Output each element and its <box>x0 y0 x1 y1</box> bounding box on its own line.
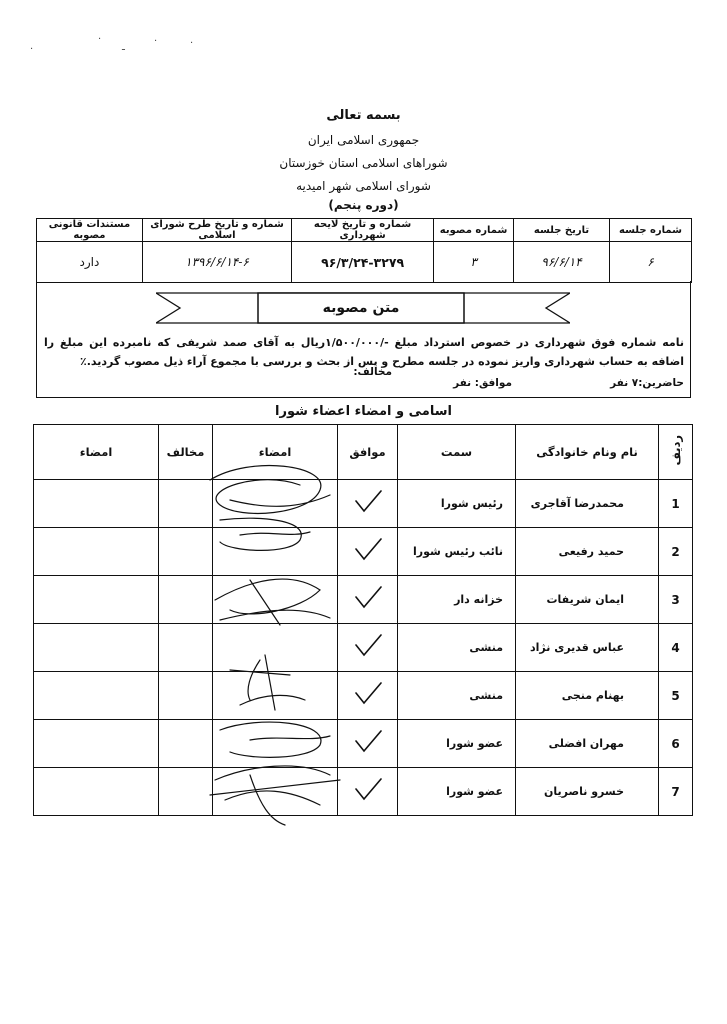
scan-mark: ـ <box>122 42 125 53</box>
member-name: مهران افضلی <box>516 720 659 768</box>
name-header: نام ونام خانوادگی <box>516 425 659 480</box>
member-row-number: 3 <box>659 576 693 624</box>
member-row-number: 4 <box>659 624 693 672</box>
scan-mark: · <box>30 44 34 55</box>
member-oppose-cell <box>159 624 213 672</box>
member-oppose-cell <box>159 576 213 624</box>
row-number-header: ردیف <box>659 425 693 480</box>
member-agree-cell <box>338 624 398 672</box>
member-row-number: 6 <box>659 720 693 768</box>
session-date-value: ۹۶/۶/۱۴ <box>514 242 610 283</box>
member-agree-cell <box>338 480 398 528</box>
member-signature-cell <box>213 624 338 672</box>
member-signature-cell <box>213 720 338 768</box>
member-row <box>34 672 693 720</box>
member-signature-cell <box>213 672 338 720</box>
member-agree-cell <box>338 768 398 816</box>
member-position: منشی <box>398 624 516 672</box>
member-signature-cell <box>213 576 338 624</box>
checkmark-icon <box>353 489 383 515</box>
session-date-header: تاریخ جلسه <box>514 219 610 242</box>
member-row <box>34 768 693 816</box>
session-meta-table <box>36 218 692 283</box>
checkmark-icon <box>353 537 383 563</box>
bill-number-date-header: شماره و تاریخ لایحه شهرداری <box>292 219 434 242</box>
member-position: رئیس شورا <box>398 480 516 528</box>
member-signature-cell <box>213 480 338 528</box>
letterhead <box>0 108 727 212</box>
member-signature2-cell <box>34 528 159 576</box>
attendance-present: حاضرین:۷ نفر <box>610 377 684 389</box>
resolution-number-value: ۳ <box>434 242 514 283</box>
members-table <box>33 424 693 816</box>
checkmark-icon <box>353 585 383 611</box>
member-name: عباس قدیری نژاد <box>516 624 659 672</box>
member-row <box>34 528 693 576</box>
member-row <box>34 720 693 768</box>
member-position: نائب رئیس شورا <box>398 528 516 576</box>
checkmark-icon <box>353 777 383 803</box>
member-oppose-cell <box>159 528 213 576</box>
checkmark-icon <box>353 729 383 755</box>
scan-mark: · <box>190 38 194 49</box>
member-signature-cell <box>213 528 338 576</box>
member-name: بهنام منجی <box>516 672 659 720</box>
member-row-number: 1 <box>659 480 693 528</box>
plan-number-date-value: ۱۳۹۶/۶/۱۴-۶ <box>142 242 291 283</box>
member-row-number: 7 <box>659 768 693 816</box>
plan-number-date-header: شماره و تاریخ طرح شورای اسلامی <box>142 219 291 242</box>
member-position: عضو شورا <box>398 768 516 816</box>
oppose-header: مخالف <box>159 425 213 480</box>
attendance-oppose: مخالف: <box>353 366 392 378</box>
member-name: حمید رفیعی <box>516 528 659 576</box>
member-oppose-cell <box>159 480 213 528</box>
member-signature2-cell <box>34 576 159 624</box>
position-header: سمت <box>398 425 516 480</box>
checkmark-icon <box>353 633 383 659</box>
member-name: ایمان شریفات <box>516 576 659 624</box>
city-council-line: شورای اسلامی شهر امیدیه <box>296 179 431 193</box>
session-number-value: ۶ <box>609 242 691 283</box>
member-oppose-cell <box>159 672 213 720</box>
member-row-number: 2 <box>659 528 693 576</box>
legal-docs-header: مستندات قانونی مصوبه <box>37 219 143 242</box>
resolution-number-header: شماره مصوبه <box>434 219 514 242</box>
member-signature-cell <box>213 768 338 816</box>
signature2-header: امضاء <box>34 425 159 480</box>
member-row <box>34 576 693 624</box>
legal-docs-value: دارد <box>37 242 143 283</box>
member-signature2-cell <box>34 624 159 672</box>
resolution-text: نامه شماره فوق شهرداری در خصوص استرداد مبلغ -/۱/۵۰۰/۰۰۰ریال به آقای صمد شریفی که نامبرده این مبلغ را اضافه به حساب شهرداری واریز نموده در جلسه مطرح و پس از بحث و بررسی با مجموع آراء ذیل مصوب گردید.٪ <box>44 336 684 368</box>
member-row <box>34 480 693 528</box>
province-councils-line: شوراهای اسلامی استان خوزستان <box>279 156 448 170</box>
member-oppose-cell <box>159 768 213 816</box>
member-row-number: 5 <box>659 672 693 720</box>
council-period: (دوره پنجم) <box>328 198 399 212</box>
member-signature2-cell <box>34 720 159 768</box>
member-agree-cell <box>338 528 398 576</box>
member-signature2-cell <box>34 480 159 528</box>
member-oppose-cell <box>159 720 213 768</box>
members-title: اسامی و امضاء اعضاء شورا <box>275 404 452 419</box>
scan-mark: · <box>98 34 102 45</box>
attendance-agree: موافق: نفر <box>453 377 512 389</box>
scan-mark: · <box>154 36 158 47</box>
banner-title: متن مصوبه <box>322 300 400 316</box>
member-agree-cell <box>338 720 398 768</box>
member-position: خزانه دار <box>398 576 516 624</box>
session-number-header: شماره جلسه <box>609 219 691 242</box>
members-header-row <box>34 425 693 480</box>
member-name: خسرو ناصریان <box>516 768 659 816</box>
member-agree-cell <box>338 576 398 624</box>
signature-header: امضاء <box>213 425 338 480</box>
member-signature2-cell <box>34 672 159 720</box>
member-signature2-cell <box>34 768 159 816</box>
bismillah: بسمه تعالی <box>326 108 401 123</box>
meta-value-row <box>37 242 692 283</box>
member-agree-cell <box>338 672 398 720</box>
bill-number-date-value: ۹۶/۳/۲۴-۳۲۷۹ <box>292 242 434 283</box>
member-name: محمدرضا آقاجری <box>516 480 659 528</box>
member-position: منشی <box>398 672 516 720</box>
country-line: جمهوری اسلامی ایران <box>307 133 420 147</box>
member-row <box>34 624 693 672</box>
agree-header: موافق <box>338 425 398 480</box>
meta-header-row <box>37 219 692 242</box>
checkmark-icon <box>353 681 383 707</box>
member-position: عضو شورا <box>398 720 516 768</box>
